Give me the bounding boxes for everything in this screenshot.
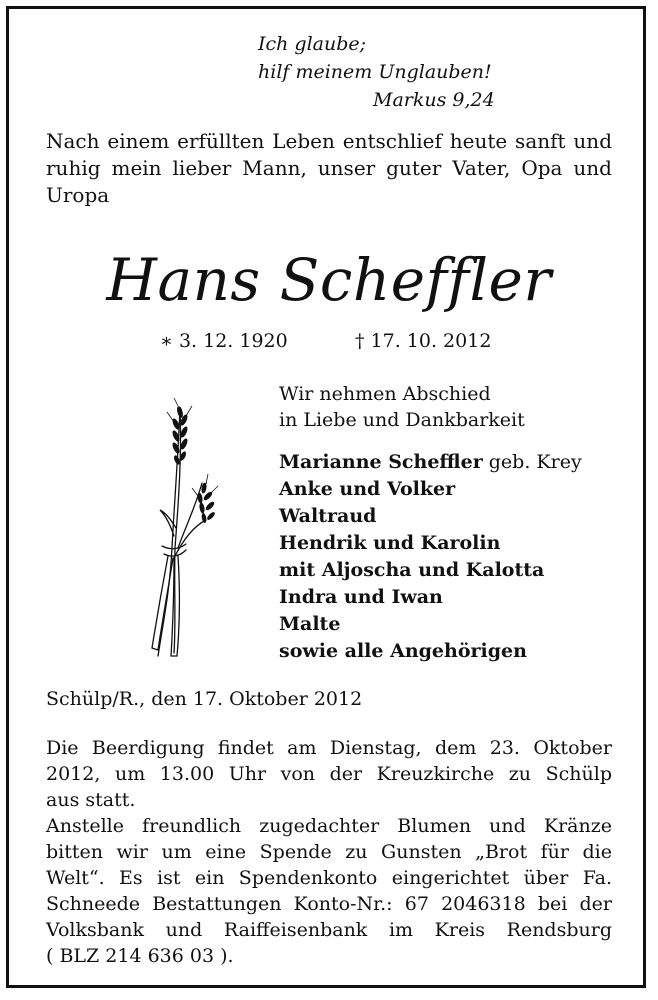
funeral-line: 2012, um 13.00 Uhr von der Kreuzkirche zu Schülp	[46, 763, 612, 785]
birth-date: ∗ 3. 12. 1920	[160, 330, 288, 352]
verse-line-1: Ich glaube;	[258, 33, 367, 55]
bible-verse	[258, 30, 495, 114]
donation-line: bitten wir um eine Spende zu Gunsten „Brot für die	[46, 841, 612, 863]
verse-reference: Markus 9,24	[373, 89, 495, 111]
mourner-maiden-name: geb. Krey	[482, 451, 582, 473]
funeral-info	[46, 735, 612, 969]
bank-code-line: ( BLZ 214 636 03 ).	[46, 945, 234, 967]
mourner-name: Marianne Scheffler	[279, 451, 483, 473]
donation-line: Anstelle freundlich zugedachter Blumen und Kränze	[46, 815, 612, 837]
funeral-line: aus statt.	[46, 789, 136, 811]
deceased-name: Hans Scheffler	[106, 246, 552, 314]
wheat-illustration	[140, 398, 230, 663]
mourner-line	[279, 449, 582, 476]
verse-line-2: hilf meinem Unglauben!	[258, 61, 492, 83]
farewell-line-1: Wir nehmen Abschied	[279, 383, 491, 405]
mourner-line: Hendrik und Karolin	[279, 532, 501, 554]
mourner-line: mit Aljoscha und Kalotta	[279, 559, 545, 581]
donation-line: Volksbank und Raiffeisenbank im Kreis Rendsburg	[46, 919, 612, 941]
mourner-line: Waltraud	[279, 505, 377, 527]
donation-line: Schneede Bestattungen Konto-Nr.: 67 2046318 bei der	[46, 893, 612, 915]
farewell-text	[279, 381, 525, 433]
funeral-line: Die Beerdigung findet am Dienstag, dem 23. Oktober	[46, 737, 612, 759]
farewell-line-2: in Liebe und Dankbarkeit	[279, 409, 525, 431]
mourners-list	[279, 449, 582, 665]
intro-text: Nach einem erfüllten Leben entschlief heute sanft und ruhig mein lieber Mann, unser guter Vater, Opa und Uropa	[46, 129, 612, 207]
mourner-line: sowie alle Angehörigen	[279, 640, 527, 662]
mourner-line: Indra und Iwan	[279, 586, 443, 608]
donation-line: Welt“. Es ist ein Spendenkonto eingerichtet über Fa.	[46, 867, 612, 889]
mourner-line: Anke und Volker	[279, 478, 456, 500]
mourner-line: Malte	[279, 613, 341, 635]
place-and-date: Schülp/R., den 17. Oktober 2012	[46, 688, 363, 710]
death-date: † 17. 10. 2012	[355, 330, 492, 352]
